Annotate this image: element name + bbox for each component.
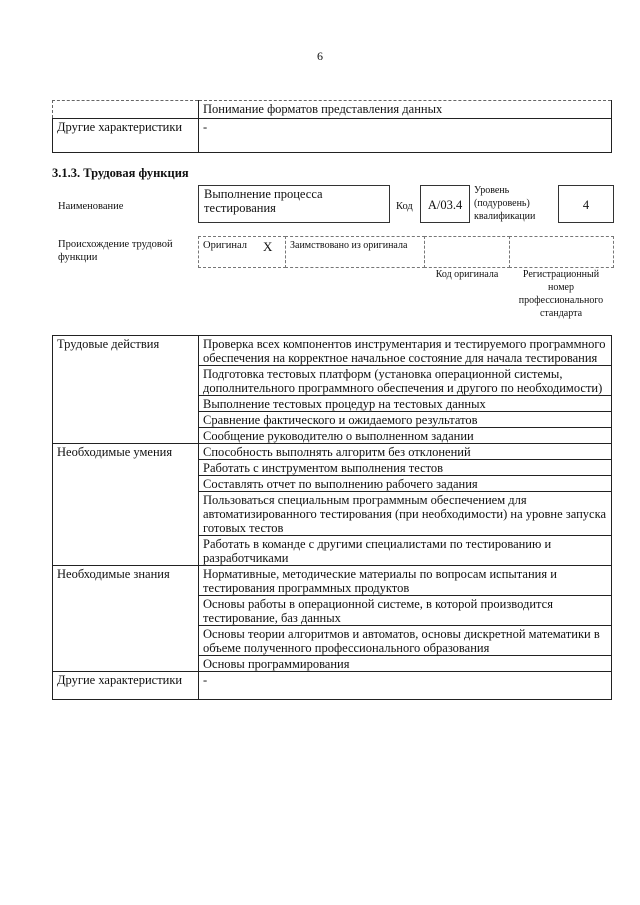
reg-number-box — [509, 236, 614, 268]
table-cell: Основы программирования — [199, 656, 612, 672]
table-cell: Проверка всех компонентов инструментария и тестируемого программного обеспечения на корректное начальное состояние для начала тестирования — [199, 336, 612, 366]
table-cell: - — [199, 672, 612, 700]
table-cell: Работать в команде с другими специалистами по тестированию и разработчиками — [199, 536, 612, 566]
category-cell: Необходимые умения — [53, 444, 199, 566]
table-cell: Понимание форматов представления данных — [199, 101, 612, 119]
name-value: Выполнение процесса тестирования — [204, 187, 323, 215]
level-value-box — [558, 185, 614, 223]
level-value: 4 — [582, 198, 590, 212]
table-row — [53, 444, 612, 460]
original-mark: X — [263, 239, 273, 254]
original-label: Оригинал — [203, 240, 247, 251]
table-cell: Подготовка тестовых платформ (установка операционной системы, дополнительного программного обеспечения и другого по необходимости) — [199, 366, 612, 396]
table-cell: Способность выполнять алгоритм без отклонений — [199, 444, 612, 460]
top-table — [52, 100, 612, 153]
origin-label: Происхождение трудовой функции — [58, 239, 173, 263]
table-row — [53, 119, 612, 153]
table-row — [53, 336, 612, 366]
original-box — [198, 236, 286, 268]
category-cell: Необходимые знания — [53, 566, 199, 672]
table-cell: Пользоваться специальным программным обеспечением для автоматизированного тестирования (при необходимости) на уровне запуска готовых тестов — [199, 492, 612, 536]
table-cell: Составлять отчет по выполнению рабочего задания — [199, 476, 612, 492]
table-cell: - — [199, 119, 612, 153]
name-label: Наименование — [58, 201, 124, 212]
table-cell: Нормативные, методические материалы по вопросам испытания и тестирования программных продуктов — [199, 566, 612, 596]
code-label: Код — [396, 201, 413, 212]
table-cell: Сравнение фактического и ожидаемого результатов — [199, 412, 612, 428]
name-value-box — [198, 185, 390, 223]
table-cell — [53, 101, 199, 119]
table-row — [53, 672, 612, 700]
page-number: 6 — [317, 49, 323, 63]
original-code-label: Код оригинала — [435, 269, 499, 280]
category-cell: Другие характеристики — [53, 672, 199, 700]
borrowed-label: Заимствовано из оригинала — [290, 240, 408, 251]
table-cell: Основы теории алгоритмов и автоматов, основы дискретной математики в объеме полученного профессионального образования — [199, 626, 612, 656]
level-label: Уровень (подуровень) квалификации — [474, 185, 536, 222]
table-row — [53, 101, 612, 119]
table-cell: Другие характеристики — [53, 119, 199, 153]
table-cell: Основы работы в операционной системе, в которой производится тестирование, баз данных — [199, 596, 612, 626]
borrowed-box — [285, 236, 425, 268]
table-cell: Выполнение тестовых процедур на тестовых данных — [199, 396, 612, 412]
table-row — [53, 566, 612, 596]
category-cell: Трудовые действия — [53, 336, 199, 444]
reg-number-label: Регистрационный номер профессионального стандарта — [518, 269, 604, 319]
code-value-box — [420, 185, 470, 223]
section-title: 3.1.3. Трудовая функция — [52, 166, 189, 180]
table-cell: Работать с инструментом выполнения тестов — [199, 460, 612, 476]
code-value: A/03.4 — [427, 198, 463, 212]
main-table — [52, 335, 612, 700]
original-code-box — [424, 236, 510, 268]
table-cell: Сообщение руководителю о выполненном задании — [199, 428, 612, 444]
